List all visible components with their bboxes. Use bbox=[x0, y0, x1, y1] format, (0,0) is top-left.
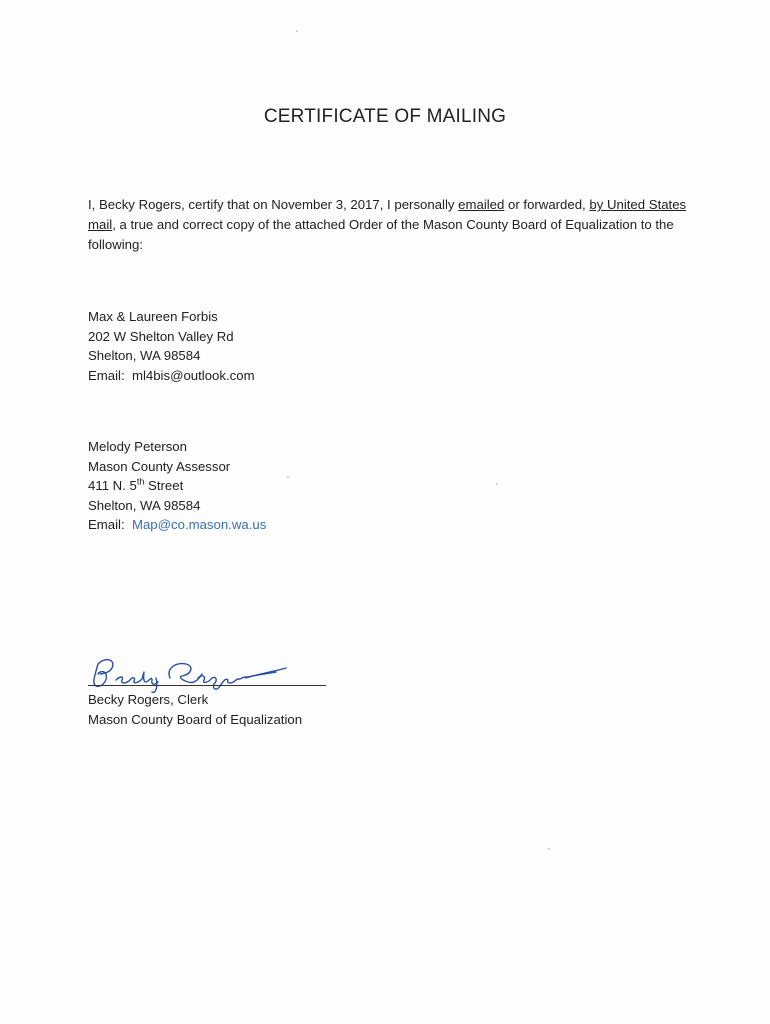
signature-stroke-r bbox=[169, 664, 202, 683]
recipient-street bbox=[88, 476, 266, 496]
street-number: 411 N. 5 bbox=[88, 478, 137, 493]
recipient-name: Melody Peterson bbox=[88, 439, 187, 454]
statement-emailed: emailed bbox=[458, 197, 505, 212]
statement-part-3: , a true and correct copy of the attached Order of the Mason County Board of Equalization to the following: bbox=[88, 217, 674, 252]
statement-part-1: I, Becky Rogers, certify that on November 3, 2017, I personally bbox=[88, 197, 459, 212]
page-title: CERTIFICATE OF MAILING bbox=[263, 106, 507, 127]
scan-speck bbox=[287, 476, 289, 478]
recipient-block-peterson bbox=[88, 437, 266, 535]
signature-stroke-b bbox=[94, 660, 113, 687]
scan-speck bbox=[496, 483, 498, 485]
signature-stroke-ogers bbox=[198, 672, 276, 689]
recipient-address-line1: 202 W Shelton Valley Rd bbox=[88, 328, 234, 344]
recipient-email-link[interactable]: Map@co.mason.wa.us bbox=[131, 517, 267, 532]
recipient-email-row bbox=[88, 515, 266, 535]
signer-block bbox=[88, 690, 302, 729]
statement-by-mail: by United States mail bbox=[88, 197, 687, 232]
signature-line bbox=[88, 685, 326, 686]
recipient-address-line2: Shelton, WA 98584 bbox=[88, 497, 201, 513]
recipient-email-label: Email: bbox=[88, 517, 125, 532]
signer-organization: Mason County Board of Equalization bbox=[88, 711, 303, 727]
recipient-address-line2: Shelton, WA 98584 bbox=[88, 348, 201, 363]
recipient-title: Mason County Assessor bbox=[88, 458, 231, 474]
recipient-name: Max & Laureen Forbis bbox=[88, 309, 218, 324]
street-ordinal-suffix: th bbox=[136, 476, 145, 487]
recipient-email-label: Email: bbox=[88, 367, 125, 383]
recipient-email: ml4bis@outlook.com bbox=[131, 367, 255, 383]
signature-underline bbox=[246, 668, 286, 678]
handwritten-signature bbox=[86, 650, 336, 694]
street-name: Street bbox=[144, 478, 184, 493]
scan-speck bbox=[296, 30, 298, 32]
certification-statement bbox=[88, 195, 688, 255]
recipient-email-row bbox=[88, 366, 255, 386]
statement-part-2: or forwarded, bbox=[504, 197, 590, 212]
signer-name-title: Becky Rogers, Clerk bbox=[88, 692, 209, 707]
recipient-block-forbis bbox=[88, 307, 255, 385]
scan-speck bbox=[548, 848, 550, 850]
